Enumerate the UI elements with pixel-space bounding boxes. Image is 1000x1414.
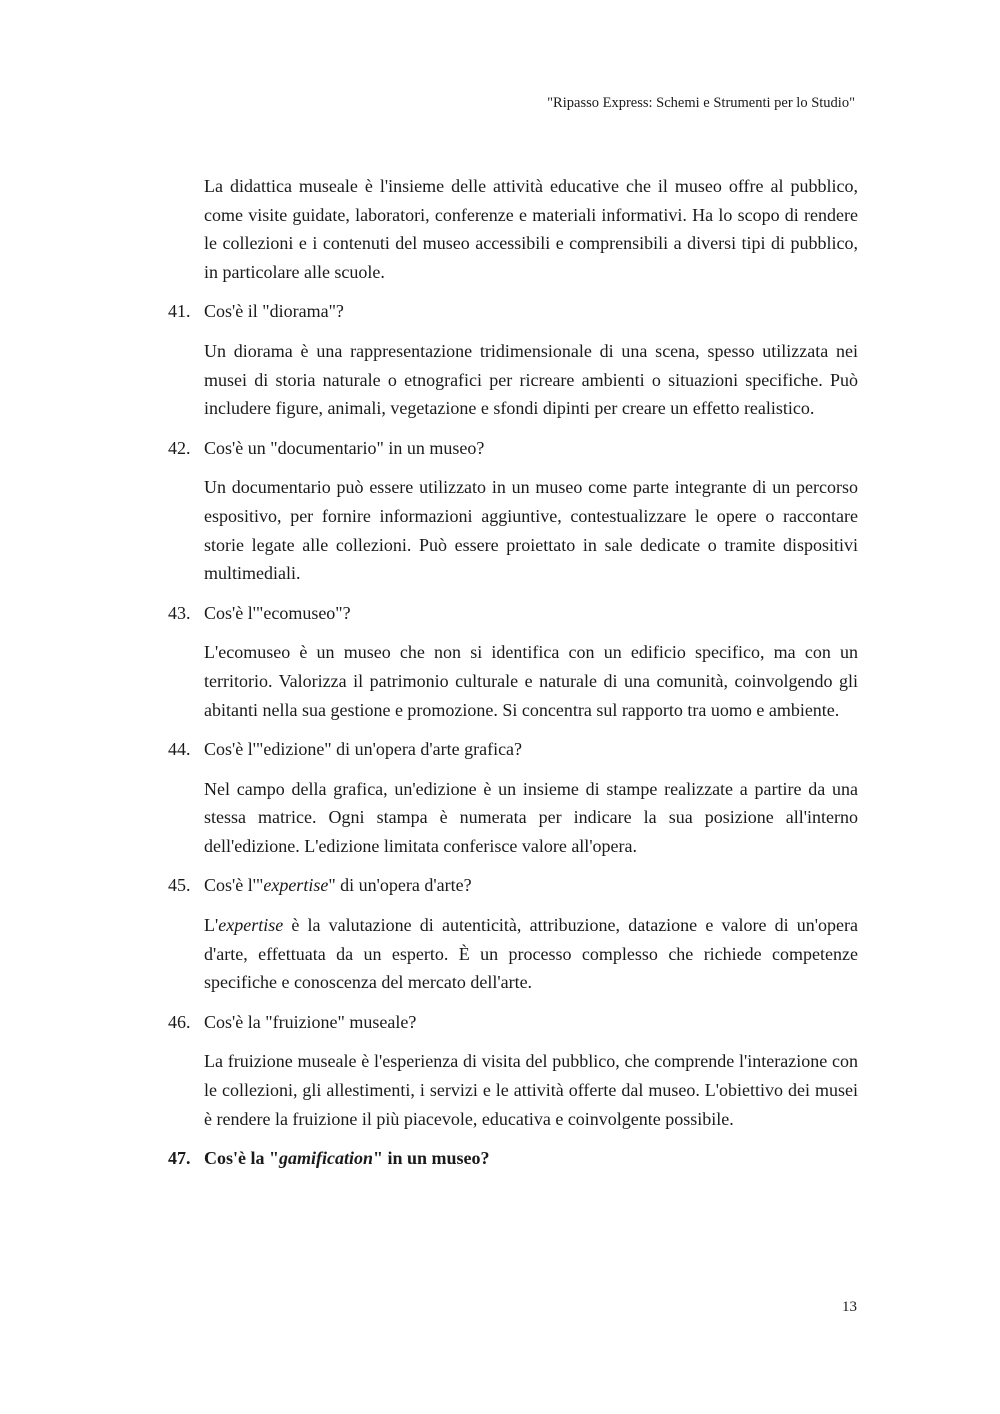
question-number: 47. bbox=[168, 1148, 191, 1169]
answer-46: La fruizione museale è l'esperienza di visita del pubblico, che comprende l'interazione con le collezioni, gli allestimenti, i servizi e le attività offerte dal museo. L'obiettivo dei musei è rendere la fruizione il più piacevole, educativa e coinvolgente possibile. bbox=[204, 1051, 858, 1129]
answer-text-post: è la valutazione di autenticità, attribuzione, datazione e valore di un'opera d'arte, effettuata da un esperto. È un processo complesso che richiede competenze specifiche e conoscenza del mercato dell'arte. bbox=[204, 915, 858, 993]
question-number: 45. bbox=[168, 875, 191, 896]
question-text: Cos'è il "diorama"? bbox=[204, 301, 344, 322]
answer-44: Nel campo della grafica, un'edizione è un insieme di stampe realizzate a partire da una stessa matrice. Ogni stampa è numerata per indicare la sua posizione all'interno dell'edizione. L'edizione limitata conferisce valore all'opera. bbox=[204, 778, 858, 856]
question-42 bbox=[168, 434, 858, 463]
question-text-post: " in un museo? bbox=[373, 1148, 490, 1169]
question-45 bbox=[168, 871, 858, 900]
answer-text-pre: L' bbox=[204, 915, 219, 936]
question-number: 43. bbox=[168, 602, 191, 623]
question-number: 46. bbox=[168, 1011, 191, 1032]
question-47 bbox=[168, 1144, 858, 1173]
question-text: Cos'è l'"ecomuseo"? bbox=[204, 602, 351, 623]
answer-emphasis: expertise bbox=[218, 915, 284, 936]
running-header: "Ripasso Express: Schemi e Strumenti per lo Studio" bbox=[547, 95, 855, 111]
question-text: Cos'è l'"edizione" di un'opera d'arte grafica? bbox=[204, 739, 523, 760]
intro-paragraph: La didattica museale è l'insieme delle attività educative che il museo offre al pubblico, come visite guidate, laboratori, conferenze e materiali informativi. Ha lo scopo di rendere le collezioni e i contenuti del museo accessibili e comprensibili a diversi tipi di pubblico, in particolare alle scuole. bbox=[204, 176, 858, 282]
page-number: 13 bbox=[842, 1299, 857, 1315]
question-text-pre: Cos'è la " bbox=[204, 1148, 279, 1169]
answer-45 bbox=[204, 911, 858, 997]
answer-43: L'ecomuseo è un museo che non si identifica con un edificio specifico, ma con un territorio. Valorizza il patrimonio culturale e naturale di una comunità, coinvolgendo gli abitanti nella sua gestione e promozione. Si concentra sul rapporto tra uomo e ambiente. bbox=[204, 642, 858, 720]
question-text-pre: Cos'è l'" bbox=[204, 875, 264, 896]
question-number: 42. bbox=[168, 437, 191, 458]
question-41 bbox=[168, 297, 858, 326]
question-number: 44. bbox=[168, 739, 191, 760]
question-text-post: " di un'opera d'arte? bbox=[328, 875, 472, 896]
question-emphasis: expertise bbox=[263, 875, 329, 896]
question-emphasis: gamification bbox=[279, 1148, 373, 1169]
question-text: Cos'è la "fruizione" museale? bbox=[204, 1011, 417, 1032]
question-text bbox=[204, 871, 858, 900]
answer-41: Un diorama è una rappresentazione tridimensionale di una scena, spesso utilizzata nei musei di storia naturale o etnografici per ricreare ambienti o situazioni specifiche. Può includere figure, animali, vegetazione e sfondi dipinti per creare un effetto realistico. bbox=[204, 340, 858, 419]
page-body bbox=[168, 172, 858, 1184]
question-number: 41. bbox=[168, 301, 191, 322]
question-43 bbox=[168, 599, 858, 628]
question-44 bbox=[168, 735, 858, 764]
answer-42: Un documentario può essere utilizzato in un museo come parte integrante di un percorso espositivo, per fornire informazioni aggiuntive, contestualizzare le opere o raccontare storie legate alle collezioni. Può essere proiettato in sale dedicate o tramite dispositivi multimediali. bbox=[204, 477, 858, 584]
question-text bbox=[204, 1144, 858, 1173]
question-text: Cos'è un "documentario" in un museo? bbox=[204, 437, 485, 458]
question-46 bbox=[168, 1008, 858, 1037]
